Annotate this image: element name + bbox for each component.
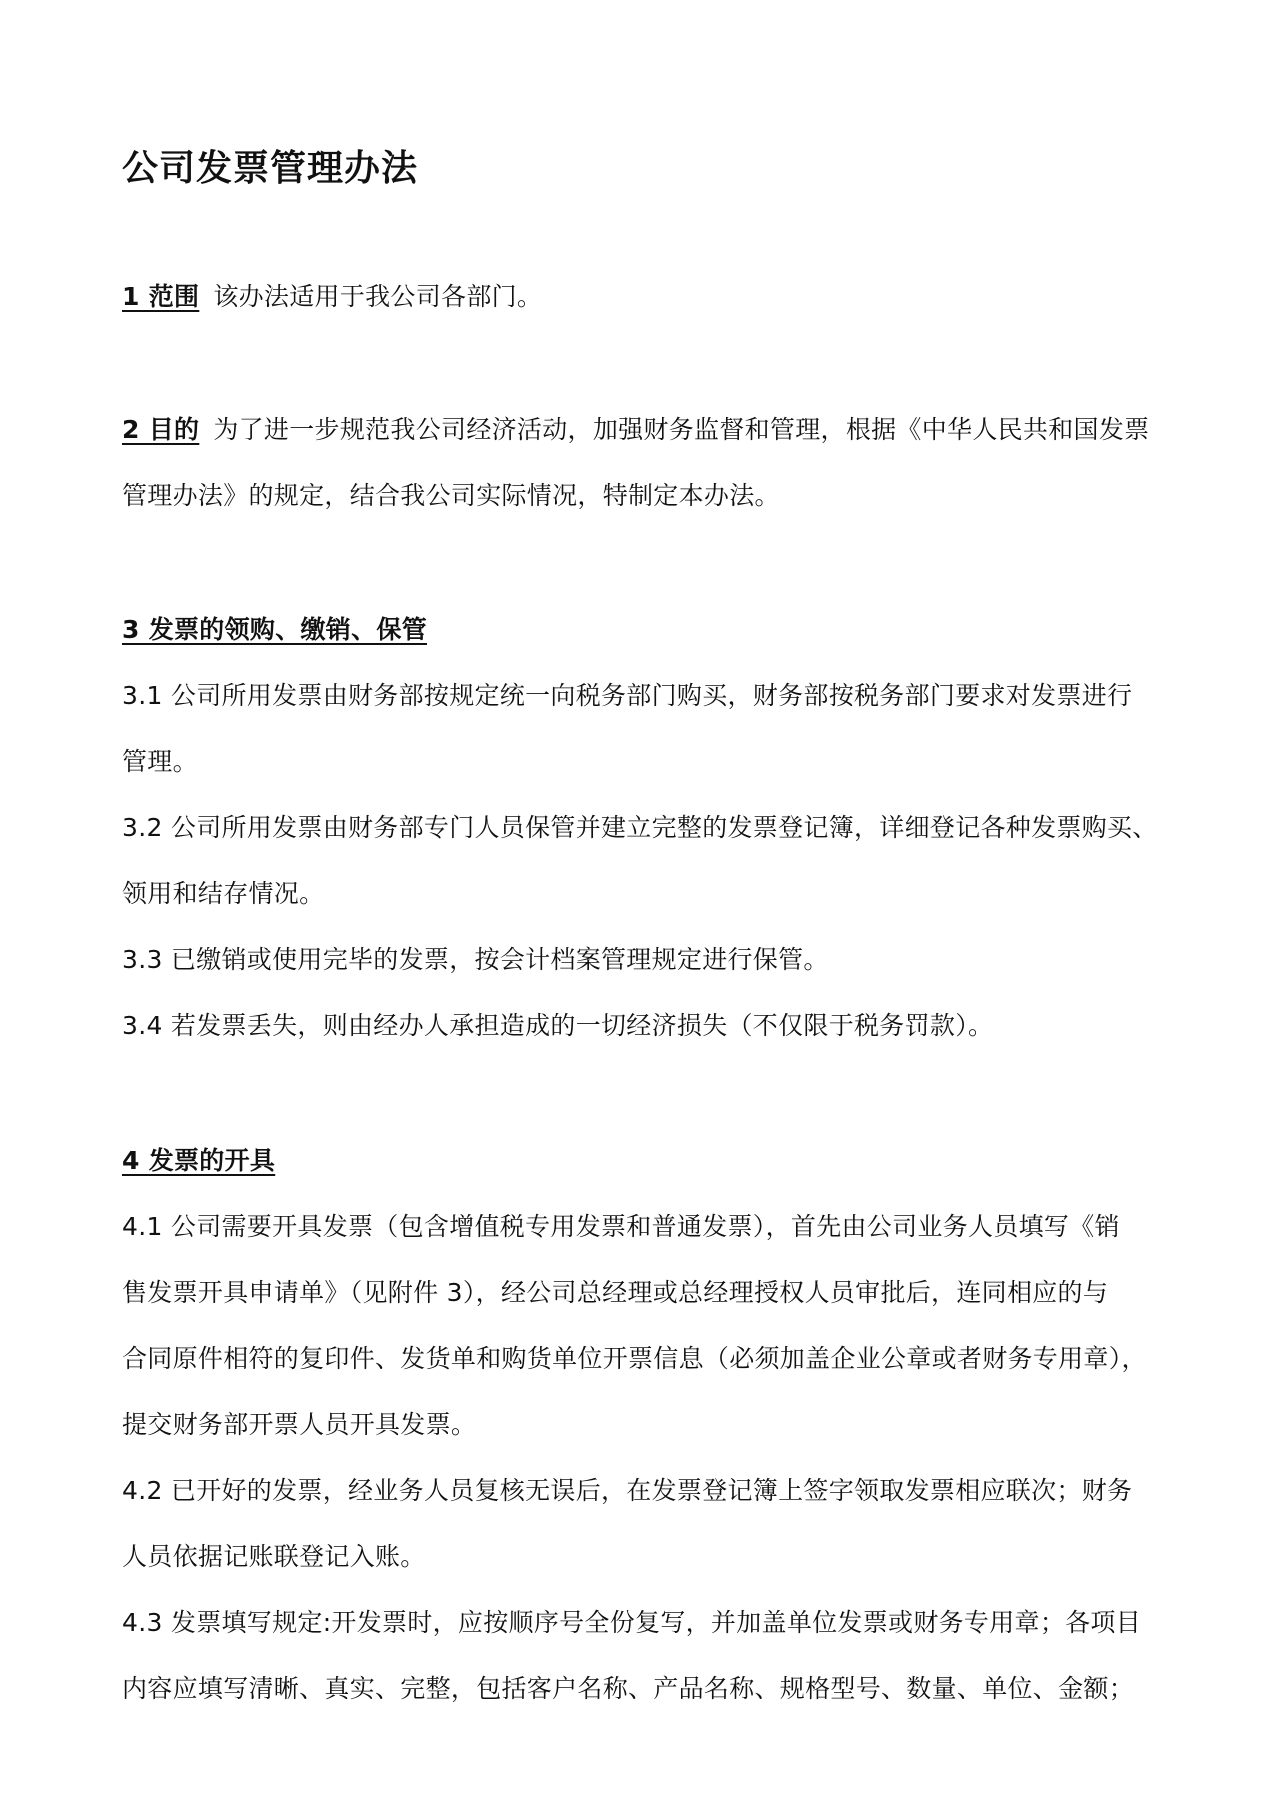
document-title: 公司发票管理办法 (122, 148, 419, 189)
section-3-paragraph-line: 管理。 (122, 747, 198, 776)
section-3-paragraph-line: 3.3 已缴销或使用完毕的发票，按会计档案管理规定进行保管。 (122, 945, 829, 974)
section-2-heading: 2 目的 (122, 415, 200, 444)
section-4-paragraph-line: 4.1 公司需要开具发票（包含增值税专用发票和普通发票），首先由公司业务人员填写《销 (122, 1212, 1120, 1241)
section-2-text-1: 为了进一步规范我公司经济活动，加强财务监督和管理，根据《中华人民共和国发票 (213, 415, 1150, 444)
section-1-text: 该办法适用于我公司各部门。 (213, 282, 543, 311)
section-4-paragraph-line: 合同原件相符的复印件、发货单和购货单位开票信息（必须加盖企业公章或者财务专用章）， (122, 1344, 1147, 1373)
section-1-line (122, 279, 1182, 315)
section-4-paragraph-line: 售发票开具申请单》（见附件 3），经公司总经理或总经理授权人员审批后，连同相应的与 (122, 1278, 1109, 1307)
section-2-line-2: 管理办法》的规定，结合我公司实际情况，特制定本办法。 (122, 481, 780, 510)
section-3-paragraph-line: 领用和结存情况。 (122, 879, 325, 908)
section-2-line-1 (122, 412, 1182, 448)
section-1-heading: 1 范围 (122, 282, 200, 311)
section-3-paragraph-line: 3.1 公司所用发票由财务部按规定统一向税务部门购买，财务部按税务部门要求对发票进行 (122, 681, 1133, 710)
section-4-paragraph-line: 人员依据记账联登记入账。 (122, 1542, 426, 1571)
section-4-paragraph-line: 内容应填写清晰、真实、完整，包括客户名称、产品名称、规格型号、数量、单位、金额； (122, 1674, 1135, 1703)
section-4-heading: 4 发票的开具 (122, 1146, 276, 1175)
section-4-paragraph-line: 提交财务部开票人员开具发票。 (122, 1410, 477, 1439)
section-4-paragraph-line: 4.3 发票填写规定:开发票时，应按顺序号全份复写，并加盖单位发票或财务专用章；各项目 (122, 1608, 1142, 1637)
section-3-heading: 3 发票的领购、缴销、保管 (122, 615, 427, 644)
section-3-paragraph-line: 3.2 公司所用发票由财务部专门人员保管并建立完整的发票登记簿，详细登记各种发票购买、 (122, 813, 1158, 842)
section-4-paragraph-line: 4.2 已开好的发票，经业务人员复核无误后，在发票登记簿上签字领取发票相应联次；财务 (122, 1476, 1133, 1505)
section-3-paragraph-line: 3.4 若发票丢失，则由经办人承担造成的一切经济损失（不仅限于税务罚款）。 (122, 1011, 994, 1040)
